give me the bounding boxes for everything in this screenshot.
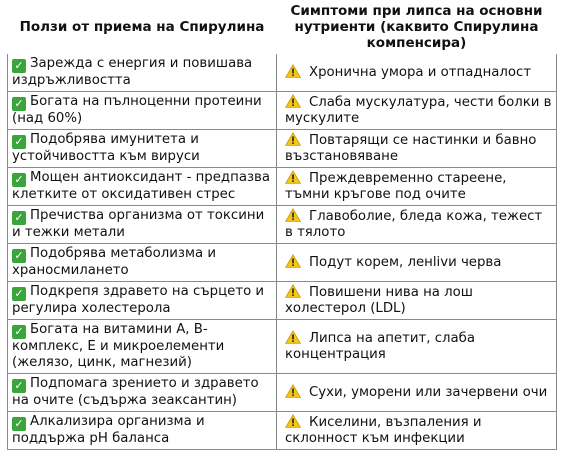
symptom-text: Повишени нива на лош холестерол (LDL) (285, 285, 473, 316)
symptom-cell (277, 244, 557, 282)
symptom-cell (277, 412, 557, 450)
benefit-cell (8, 54, 277, 92)
benefit-text: Богата на витамини A, B-комплекс, E и микроелементи (желязо, цинк, магнезий) (12, 322, 225, 370)
table-row (8, 244, 557, 282)
warning-icon (285, 384, 301, 398)
benefit-text: Подобрява метаболизма и храносмилането (12, 246, 217, 278)
table-row (8, 92, 557, 130)
table-row (8, 206, 557, 244)
warning-icon (285, 208, 301, 222)
benefits-symptoms-table (7, 0, 557, 450)
check-mark-icon: ✓ (12, 173, 26, 187)
benefit-text: Зарежда с енергия и повишава издръжливостта (12, 56, 253, 88)
symptom-text: Липса на апетит, слаба концентрация (285, 331, 476, 362)
check-mark-icon: ✓ (12, 379, 26, 393)
benefit-cell (8, 206, 277, 244)
benefit-text: Подобрява имунитета и устойчивостта към вируси (12, 132, 200, 164)
symptom-cell (277, 92, 557, 130)
table-header-row (8, 1, 557, 54)
benefit-text: Мощен антиоксидант - предпазва клетките от оксидативен стрес (12, 170, 271, 202)
table-row (8, 54, 557, 92)
benefit-cell (8, 412, 277, 450)
warning-icon (285, 94, 301, 108)
symptom-text: Сухи, уморени или зачервени очи (309, 385, 548, 400)
symptom-cell (277, 130, 557, 168)
check-mark-icon: ✓ (12, 211, 26, 225)
benefits-column-header: Ползи от приема на Спирулина (19, 19, 265, 35)
symptom-cell (277, 320, 557, 374)
symptom-cell (277, 206, 557, 244)
symptom-text: Киселини, възпаления и склонност към инфекции (285, 415, 482, 446)
symptom-text: Подут корем, ленlivи черва (309, 255, 502, 270)
benefit-text: Богата на пълноценни протеини (над 60%) (12, 94, 262, 126)
symptom-cell (277, 54, 557, 92)
benefit-text: Пречиства организма от токсини и тежки метали (12, 208, 265, 240)
symptom-cell (277, 282, 557, 320)
symptom-cell (277, 168, 557, 206)
warning-icon (285, 284, 301, 298)
benefit-cell (8, 168, 277, 206)
warning-icon (285, 254, 301, 268)
check-mark-icon: ✓ (12, 135, 26, 149)
warning-icon (285, 330, 301, 344)
benefit-cell (8, 282, 277, 320)
symptom-text: Повтарящи се настинки и бавно възстановяване (285, 133, 537, 164)
warning-icon (285, 64, 301, 78)
symptom-cell (277, 374, 557, 412)
check-mark-icon: ✓ (12, 417, 26, 431)
benefit-cell (8, 130, 277, 168)
benefit-cell (8, 92, 277, 130)
check-mark-icon: ✓ (12, 287, 26, 301)
benefit-cell (8, 320, 277, 374)
table-row (8, 320, 557, 374)
check-mark-icon: ✓ (12, 249, 26, 263)
benefit-cell (8, 244, 277, 282)
symptoms-column-header: Симптоми при липса на основни нутриенти (каквито Спирулина компенсира) (290, 3, 543, 51)
benefit-text: Алкализира организма и поддържа pH баланса (12, 414, 205, 446)
benefit-text: Подпомага зрението и здравето на очите (съдържа зеаксантин) (12, 376, 259, 408)
symptom-text: Преждевременно стареене, тъмни кръгове под очите (285, 171, 507, 202)
table-row (8, 130, 557, 168)
symptom-text: Главоболие, бледа кожа, тежест в тялото (285, 209, 543, 240)
symptom-text: Слаба мускулатура, чести болки в мускулите (285, 95, 552, 126)
benefit-text: Подкрепя здравето на сърцето и регулира холестерола (12, 284, 265, 316)
table-row (8, 412, 557, 450)
check-mark-icon: ✓ (12, 59, 26, 73)
warning-icon (285, 132, 301, 146)
symptom-text: Хронична умора и отпадналост (309, 65, 532, 80)
benefit-cell (8, 374, 277, 412)
check-mark-icon: ✓ (12, 97, 26, 111)
warning-icon (285, 170, 301, 184)
check-mark-icon: ✓ (12, 325, 26, 339)
table-row (8, 282, 557, 320)
warning-icon (285, 414, 301, 428)
table-row (8, 168, 557, 206)
table-row (8, 374, 557, 412)
